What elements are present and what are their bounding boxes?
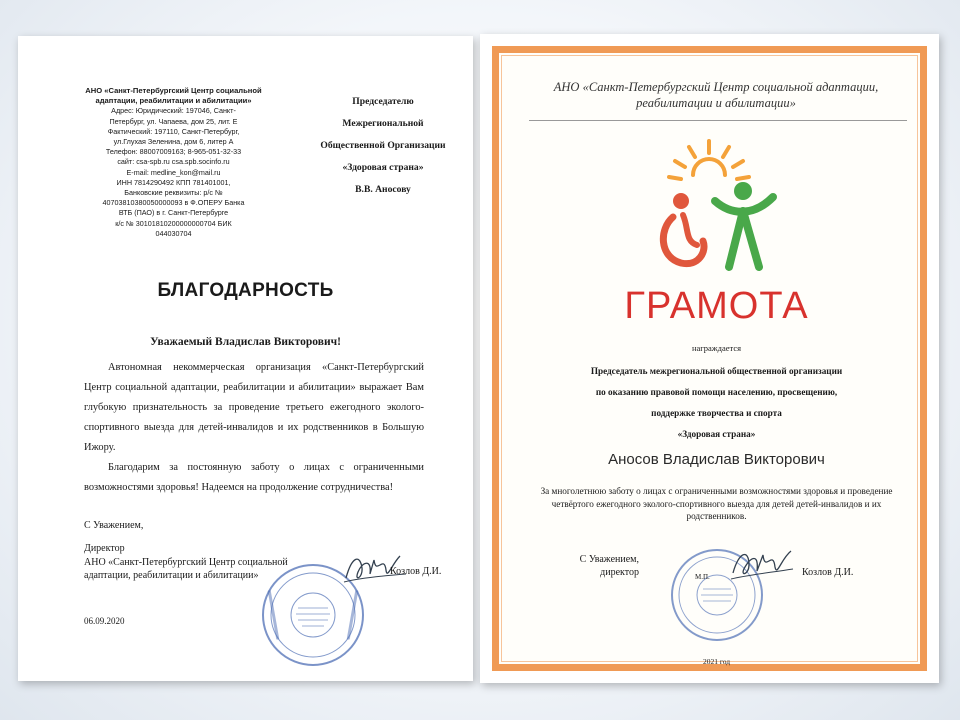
signer-line: адаптации, реабилитации и абилитации» (84, 570, 259, 581)
sender-line: E-mail: medline_kon@mail.ru (126, 167, 221, 177)
signer-line: Директор (84, 543, 125, 554)
sender-line: ВТБ (ПАО) в г. Санкт-Петербурге (118, 208, 229, 218)
sender-org: АНО «Санкт-Петербургский Центр социальной адаптации, реабилитации и абилитации» (85, 86, 262, 106)
letter-paragraph: Автономная некоммерческая организация «Санкт-Петербургский Центр социальной адаптации, реабилитации и абилитации» выражает Вам глубокую признательность за проведение третьего ежегодного эколого-спортивного выезда для детей-инвалидов и их родственников в Большую Ижору. (84, 362, 424, 453)
gratitude-letter (18, 36, 473, 681)
sender-line: Банковские реквизиты: р/с № (124, 188, 223, 198)
awarded-label: награждается (691, 343, 742, 353)
letter-closing: С Уважением, (84, 520, 144, 531)
salutation: Уважаемый Владислав Викторович! (150, 336, 341, 348)
sender-line: 40703810380050000093 в Ф.ОПЕРУ Банка (102, 198, 245, 208)
recipient-line: Председателю (352, 96, 414, 107)
signer-name: Козлов Д.И. (390, 566, 442, 577)
certificate-closing (559, 553, 639, 579)
letter-title: БЛАГОДАРНОСТЬ (157, 280, 334, 301)
nominee-line: поддержке творчества и спорта (651, 408, 782, 418)
recipient-block (298, 96, 468, 206)
sender-line: Фактический: 197110, Санкт-Петербург, (107, 126, 240, 136)
sender-line: ИНН 7814290492 КПП 781401001, (116, 177, 231, 187)
recipient-line: «Здоровая страна» (342, 162, 424, 173)
nominee-line: «Здоровая страна» (677, 429, 756, 439)
certificate-header: АНО «Санкт-Петербургский Центр социальной адаптации, реабилитации и абилитации» (553, 80, 879, 110)
stamp-place-mark: М.П. (695, 573, 710, 581)
recipient-line: Общественной Организации (320, 140, 446, 151)
nominee-block (529, 361, 904, 445)
sender-line: Телефон: 88007009163; 8-965-051-32-33 (105, 147, 242, 157)
award-reason: За многолетнюю заботу о лицах с ограниченными возможностями здоровья и проведение четвёртого ежегодного эколого-спортивного выезда для детей детей-инвалидов и их родственников. (540, 486, 893, 521)
recipient-name: Аносов Владислав Викторович (608, 451, 825, 468)
letter-body (84, 358, 424, 498)
certificate-signer-name: Козлов Д.И. (802, 567, 854, 578)
sender-line: 044030704 (155, 228, 192, 238)
closing-line: директор (600, 567, 639, 578)
sender-line: Адрес: Юридический: 197046, Санкт- (111, 106, 236, 116)
letter-paragraph: Благодарим за постоянную заботу о лицах с ограниченными возможностями здоровья! Надеемся на продолжение сотрудничества! (84, 462, 424, 493)
signature-icon (727, 543, 797, 588)
certificate-title: ГРАМОТА (624, 285, 809, 327)
sun-figures-logo-icon (645, 139, 790, 279)
certificate (480, 34, 939, 683)
header-divider (529, 120, 907, 121)
sender-line: сайт: csa-spb.ru csa.spb.socinfo.ru (117, 157, 230, 167)
certificate-frame (492, 46, 927, 671)
nominee-line: Председатель межрегиональной общественной организации (590, 366, 843, 376)
recipient-line: Межрегиональной (342, 118, 424, 129)
signer-line: АНО «Санкт-Петербургский Центр социальной (84, 556, 288, 568)
sender-line: ул.Глухая Зеленина, дом 6, литер А (113, 137, 234, 147)
recipient-line: В.В. Аносову (355, 184, 411, 195)
certificate-year: 2021 год (702, 657, 731, 666)
sender-block (66, 86, 281, 239)
closing-line: С Уважением, (579, 554, 639, 565)
sender-line: к/с № 30101810200000000704 БИК (115, 218, 232, 228)
sender-line: Петербург, ул. Чапаева, дом 25, лит. Е (109, 116, 238, 126)
letter-date: 06.09.2020 (84, 616, 125, 626)
nominee-line: по оказанию правовой помощи населению, просвещению, (595, 387, 838, 397)
